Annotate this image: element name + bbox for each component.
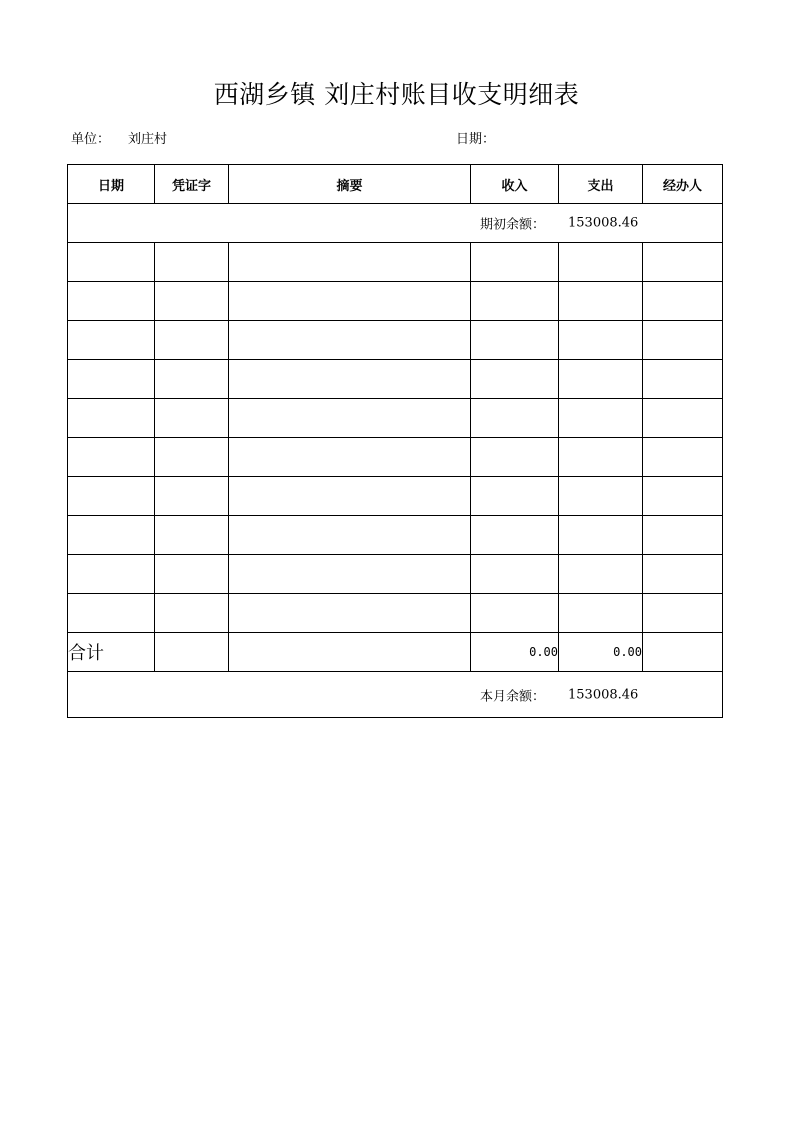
- row-expense-cell: [559, 555, 643, 594]
- row-date-cell: [68, 243, 155, 282]
- row-voucher-cell: [155, 594, 229, 633]
- table-row: [68, 360, 723, 399]
- row-income-cell: [471, 282, 559, 321]
- table-row: [68, 438, 723, 477]
- row-date-cell: [68, 360, 155, 399]
- row-summary-cell: [229, 243, 471, 282]
- row-expense-cell: [559, 477, 643, 516]
- row-date-cell: [68, 321, 155, 360]
- row-expense-cell: [559, 516, 643, 555]
- total-voucher-cell: [155, 633, 229, 672]
- column-header-date: 日期: [68, 165, 155, 204]
- row-date-cell: [68, 555, 155, 594]
- row-voucher-cell: [155, 516, 229, 555]
- row-income-cell: [471, 360, 559, 399]
- row-expense-cell: [559, 321, 643, 360]
- closing-balance-row: [68, 672, 723, 718]
- row-date-cell: [68, 282, 155, 321]
- row-voucher-cell: [155, 360, 229, 399]
- row-income-cell: [471, 438, 559, 477]
- table-row: [68, 555, 723, 594]
- row-handler-cell: [643, 321, 723, 360]
- row-handler-cell: [643, 243, 723, 282]
- unit-value: 刘庄村: [128, 132, 168, 147]
- total-income: 0.00: [471, 633, 559, 672]
- row-expense-cell: [559, 438, 643, 477]
- row-date-cell: [68, 438, 155, 477]
- row-handler-cell: [643, 516, 723, 555]
- column-header-expense: 支出: [559, 165, 643, 204]
- closing-balance-cell: [68, 672, 723, 718]
- row-handler-cell: [643, 555, 723, 594]
- row-handler-cell: [643, 477, 723, 516]
- row-summary-cell: [229, 360, 471, 399]
- row-handler-cell: [643, 438, 723, 477]
- column-header-income: 收入: [471, 165, 559, 204]
- table-row: [68, 477, 723, 516]
- row-voucher-cell: [155, 399, 229, 438]
- closing-balance-label: 本月余额：: [480, 689, 546, 704]
- row-income-cell: [471, 594, 559, 633]
- table-row: [68, 321, 723, 360]
- header-row: [68, 165, 723, 204]
- row-voucher-cell: [155, 282, 229, 321]
- table-row: [68, 243, 723, 282]
- opening-balance-label: 期初余额：: [480, 217, 546, 233]
- row-expense-cell: [559, 594, 643, 633]
- table-row: [68, 399, 723, 438]
- row-voucher-cell: [155, 243, 229, 282]
- row-handler-cell: [643, 360, 723, 399]
- row-summary-cell: [229, 321, 471, 360]
- table-row: [68, 282, 723, 321]
- row-date-cell: [68, 477, 155, 516]
- row-expense-cell: [559, 243, 643, 282]
- row-voucher-cell: [155, 321, 229, 360]
- row-summary-cell: [229, 438, 471, 477]
- row-voucher-cell: [155, 477, 229, 516]
- row-voucher-cell: [155, 438, 229, 477]
- table-row: [68, 516, 723, 555]
- row-summary-cell: [229, 594, 471, 633]
- row-income-cell: [471, 399, 559, 438]
- page-title: 西湖乡镇 刘庄村账目收支明细表: [213, 80, 580, 109]
- row-handler-cell: [643, 594, 723, 633]
- closing-balance-value: 153008.46: [568, 687, 639, 702]
- row-summary-cell: [229, 477, 471, 516]
- opening-balance-cell: [68, 204, 723, 243]
- row-summary-cell: [229, 399, 471, 438]
- row-expense-cell: [559, 282, 643, 321]
- column-header-summary: 摘要: [229, 165, 471, 204]
- row-income-cell: [471, 555, 559, 594]
- date-field: [456, 131, 495, 149]
- row-income-cell: [471, 477, 559, 516]
- row-summary-cell: [229, 555, 471, 594]
- row-handler-cell: [643, 282, 723, 321]
- row-income-cell: [471, 321, 559, 360]
- total-summary-cell: [229, 633, 471, 672]
- row-summary-cell: [229, 516, 471, 555]
- date-label: 日期：: [456, 132, 496, 147]
- row-date-cell: [68, 399, 155, 438]
- column-header-handler: 经办人: [643, 165, 723, 204]
- total-expense: 0.00: [559, 633, 643, 672]
- total-label: 合计: [68, 633, 155, 672]
- table-row: [68, 594, 723, 633]
- row-date-cell: [68, 594, 155, 633]
- total-row: [68, 633, 723, 672]
- row-expense-cell: [559, 360, 643, 399]
- row-handler-cell: [643, 399, 723, 438]
- opening-balance-row: [68, 204, 723, 243]
- row-income-cell: [471, 516, 559, 555]
- row-income-cell: [471, 243, 559, 282]
- row-summary-cell: [229, 282, 471, 321]
- total-handler-cell: [643, 633, 723, 672]
- column-header-voucher: 凭证字: [155, 165, 229, 204]
- row-date-cell: [68, 516, 155, 555]
- ledger-table: [67, 164, 723, 718]
- unit-field: [71, 131, 167, 149]
- row-expense-cell: [559, 399, 643, 438]
- row-voucher-cell: [155, 555, 229, 594]
- opening-balance-value: 153008.46: [568, 215, 639, 231]
- unit-label: 单位：: [71, 132, 111, 147]
